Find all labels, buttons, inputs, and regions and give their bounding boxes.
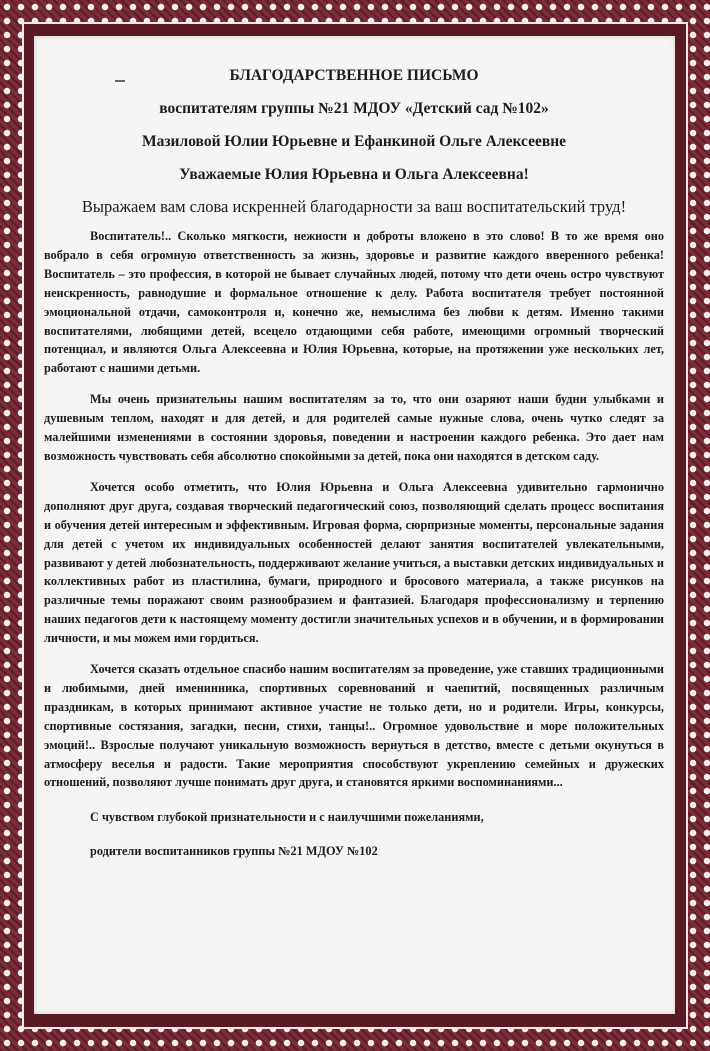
paragraph-2: Мы очень признательны нашим воспитателям за то, что они озаряют наши будни улыбками и душевным теплом, находят и для детей, и для родителей самые нужные слова, очень чутко следят за малейшими изменениями в состоянии здоровья, поведении и настроении каждого ребенка. Это дает нам возможность чувствовать себя абсолютно спокойными за детей, пока они находятся в детском саду. xyxy=(44,392,664,463)
letter-body xyxy=(44,52,664,860)
recipients-line: воспитателям группы №21 МДОУ «Детский сад №102» xyxy=(159,100,549,117)
letter-title: БЛАГОДАРСТВЕННОЕ ПИСЬМО xyxy=(229,67,479,84)
closing-line: С чувством глубокой признательности и с наилучшими пожеланиями, xyxy=(90,810,484,825)
paragraph-4: Хочется сказать отдельное спасибо нашим воспитателям за проведение, уже ставших традиционными и любимыми, дней именинника, спортивных соревнований и чаепитий, посвященных различным праздникам, в которых принимают активное участие не только дети, но и родители. Игры, конкурсы, спортивные состязания, загадки, песни, стихи, танцы!.. Огромное удовольствие и море положительных эмоций!.. Взрослые получают уникальную возможность вернуться в детство, вместе с детьми окунуться в атмосферу веселья и радости. Такие мероприятия способствуют укреплению семейных и дружеских отношений, позволяют лучше понимать друг друга, и становятся яркими воспоминаниями... xyxy=(44,662,664,790)
lead-sentence: Выражаем вам слова искренней благодарности за ваш воспитательский труд! xyxy=(81,197,627,216)
paragraph-3: Хочется особо отметить, что Юлия Юрьевна и Ольга Алексеевна удивительно гармонично дополняют друг друга, создавая творческий педагогический союз, позволяющий сделать процесс воспитания и обучения детей интересным и эффективным. Игровая форма, сюрпризные моменты, персональные задания для детей с учетом их индивидуальных особенностей делают занятия воспитателей увлекательными, развивают у детей любознательность, поддерживают желание учиться, а выставки детских индивидуальных и коллективных работ из пластилина, бумаги, природного и бросового материала, а также рисунков на различные темы поражают своим разнообразием и фантазией. Благодаря профессионализму и терпению наших педагогов дети к настоящему моменту достигли значительных успехов и в обучении, и в формировании личности, и мы можем ими гордиться. xyxy=(44,479,664,646)
signature-line: родители воспитанников группы №21 МДОУ №102 xyxy=(90,844,378,859)
names-line: Мазиловой Юлии Юрьевне и Ефанкиной Ольге Алексеевне xyxy=(141,133,567,150)
greeting: Уважаемые Юлия Юрьевна и Ольга Алексеевна! xyxy=(179,166,529,183)
paragraph-1: Воспитатель!.. Сколько мягкости, нежности и доброты вложено в это слово! В то же время оно вобрало в себя огромную ответственность за жизнь, здоровье и развитие каждого вверенного ребенка! Воспитатель – это профессия, в которой не бывает случайных людей, потому что дети очень остро чувствуют неискренность, равнодушие и формальное отношение к делу. Работа воспитателя требует постоянной эмоциональной отдачи, самоконтроля и, конечно же, немыслима без любви к детям. Именно такими воспитателями, любящими детей, всецело отдающими себя работе, имеющими огромный творческий потенциал, и являются Ольга Алексеевна и Юлия Юрьевна, которые, на протяжении уже нескольких лет, работают с нашими детьми. xyxy=(44,229,664,376)
